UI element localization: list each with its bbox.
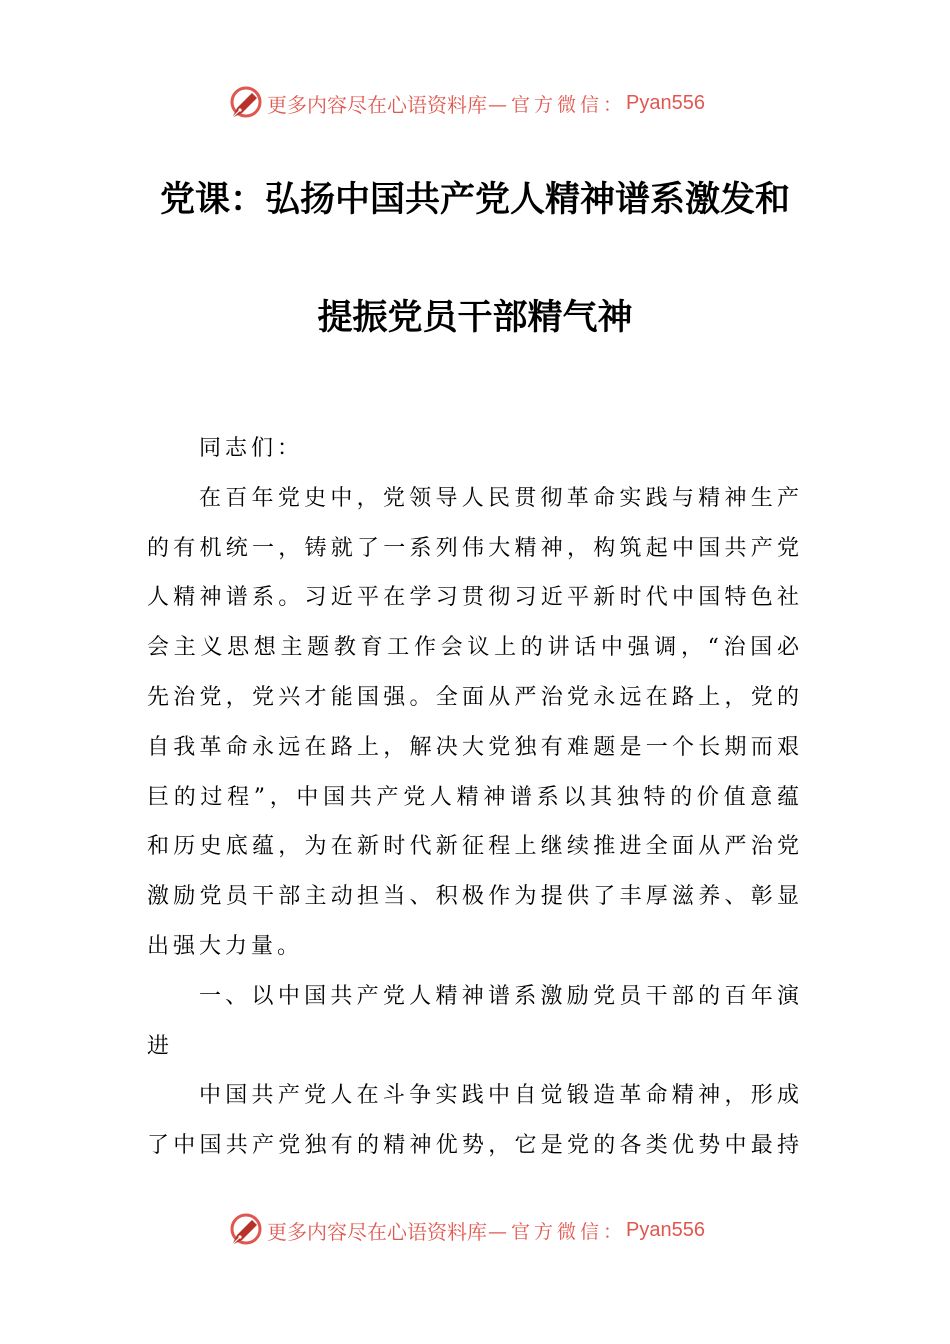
text-line: 在百年党史中，党领导人民贯彻革命实践与精神生产 (199, 485, 803, 511)
text-line: 先治党，党兴才能国强。全面从严治党永远在路上，党的 (147, 684, 803, 710)
text-line: 自我革命永远在路上，解决大党独有难题是一个长期而艰 (147, 734, 803, 760)
text-line: 出强大力量。 (147, 933, 304, 959)
paragraph-intro (147, 474, 803, 972)
text-line: 同志们： (199, 436, 304, 461)
section-heading-1 (147, 972, 803, 1072)
watermark-brand: 更多内容尽在心语资料库 (267, 92, 487, 117)
pen-logo-icon (226, 84, 264, 122)
text-line: 激励党员干部主动担当、积极作为提供了丰厚滋养、彰显 (147, 884, 803, 910)
paragraph-section-1 (147, 1071, 803, 1171)
text-line: 一、以中国共产党人精神谱系激励党员干部的百年演 (199, 983, 803, 1009)
paragraph-salutation (147, 424, 803, 474)
watermark-contact-label: —官方微信： (488, 93, 627, 116)
watermark-wechat-id: Pyan556 (626, 91, 705, 114)
header-watermark (226, 83, 705, 123)
pen-logo-icon (226, 1211, 264, 1249)
text-line: 会主义思想主题教育工作会议上的讲话中强调，“治国必 (147, 635, 803, 661)
document-title-line-1: 党课：弘扬中国共产党人精神谱系激发和 (159, 179, 790, 220)
text-line: 了中国共产党独有的精神优势，它是党的各类优势中最持 (147, 1133, 803, 1159)
text-line: 人精神谱系。习近平在学习贯彻习近平新时代中国特色社 (147, 585, 803, 611)
text-line: 的有机统一，铸就了一系列伟大精神，构筑起中国共产党 (147, 535, 803, 561)
document-body (147, 424, 803, 1171)
text-line: 巨的过程”，中国共产党人精神谱系以其独特的价值意蕴 (147, 784, 803, 810)
watermark-brand: 更多内容尽在心语资料库 (267, 1219, 487, 1244)
document-title-line-2: 提振党员干部精气神 (317, 297, 633, 338)
watermark-contact-label: —官方微信： (488, 1220, 627, 1243)
watermark-wechat-id: Pyan556 (626, 1218, 705, 1241)
footer-watermark (226, 1210, 705, 1250)
text-line: 中国共产党人在斗争实践中自觉锻造革命精神，形成 (199, 1083, 803, 1109)
text-line: 进 (147, 1033, 174, 1059)
text-line: 和历史底蕴，为在新时代新征程上继续推进全面从严治党 (147, 834, 803, 860)
